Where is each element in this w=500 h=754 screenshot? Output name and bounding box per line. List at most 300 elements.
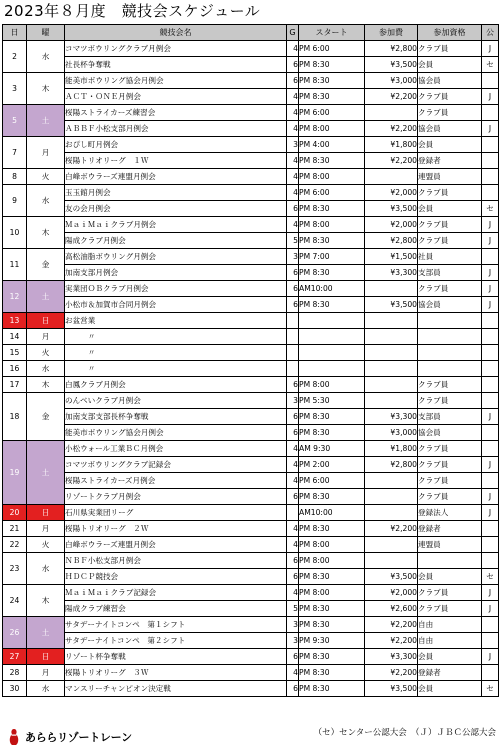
fee-cell: ¥2,200	[365, 665, 418, 681]
event-name-cell: リゾート杯争奪戦	[65, 649, 287, 665]
day-cell: 11	[3, 249, 27, 281]
fee-cell	[365, 169, 418, 185]
header-day: 日	[3, 25, 27, 41]
start-time-cell: PM 8:30	[299, 489, 365, 505]
weekday-cell: 日	[27, 313, 65, 329]
table-row	[3, 105, 499, 121]
event-name-cell: ＨＤＣＰ競技会	[65, 569, 287, 585]
fee-cell: ¥1,800	[365, 137, 418, 153]
footer-note: （セ）センター公認大会 （Ｊ）ＪＢＣ公認大会	[313, 728, 496, 738]
weekday-cell: 月	[27, 521, 65, 537]
games-cell: 6	[287, 409, 299, 425]
games-cell: 4	[287, 585, 299, 601]
qualification-cell: 会員	[418, 649, 482, 665]
official-cell	[482, 425, 499, 441]
qualification-cell: クラブ員	[418, 89, 482, 105]
weekday-cell: 金	[27, 249, 65, 281]
event-name-cell: 〃	[65, 329, 287, 345]
start-time-cell: PM 8:00	[299, 217, 365, 233]
day-cell: 13	[3, 313, 27, 329]
qualification-cell: クラブ員	[418, 105, 482, 121]
day-cell: 21	[3, 521, 27, 537]
games-cell: 4	[287, 41, 299, 57]
official-cell	[482, 361, 499, 377]
table-row	[3, 185, 499, 201]
event-name-cell: 石川県実業団リーグ	[65, 505, 287, 521]
qualification-cell	[418, 313, 482, 329]
qualification-cell: 会員	[418, 57, 482, 73]
start-time-cell: PM 8:30	[299, 153, 365, 169]
weekday-cell: 水	[27, 185, 65, 217]
event-name-cell: 〃	[65, 345, 287, 361]
fee-cell: ¥2,800	[365, 233, 418, 249]
fee-cell: ¥2,800	[365, 41, 418, 57]
start-time-cell: AM10:00	[299, 505, 365, 521]
day-cell: 15	[3, 345, 27, 361]
official-cell: J	[482, 265, 499, 281]
start-time-cell: PM 8:00	[299, 537, 365, 553]
table-row	[3, 121, 499, 137]
games-cell: 4	[287, 473, 299, 489]
header-dow: 曜	[27, 25, 65, 41]
weekday-cell: 土	[27, 441, 65, 505]
qualification-cell: 社員	[418, 249, 482, 265]
qualification-cell: 会員	[418, 201, 482, 217]
official-cell	[482, 105, 499, 121]
table-row	[3, 169, 499, 185]
qualification-cell: クラブ員	[418, 41, 482, 57]
official-cell: J	[482, 457, 499, 473]
start-time-cell: PM 2:00	[299, 457, 365, 473]
qualification-cell: 連盟員	[418, 169, 482, 185]
event-name-cell: 白峰ボウラーズ連盟月例会	[65, 537, 287, 553]
start-time-cell: PM 8:30	[299, 73, 365, 89]
fee-cell: ¥3,500	[365, 681, 418, 697]
day-cell: 7	[3, 137, 27, 169]
event-name-cell: ＮＢＦ小松支部月例会	[65, 553, 287, 569]
event-name-cell: 〃	[65, 361, 287, 377]
fee-cell	[365, 505, 418, 521]
event-name-cell: 桜陽ストライカーズ練習会	[65, 105, 287, 121]
table-row	[3, 297, 499, 313]
official-cell	[482, 345, 499, 361]
games-cell: 6	[287, 265, 299, 281]
event-name-cell: 桜陽トリオリーグ ２Ｗ	[65, 521, 287, 537]
weekday-cell: 日	[27, 649, 65, 665]
official-cell	[482, 185, 499, 201]
fee-cell: ¥3,500	[365, 297, 418, 313]
official-cell	[482, 521, 499, 537]
games-cell: 3	[287, 137, 299, 153]
fee-cell: ¥2,800	[365, 457, 418, 473]
table-row	[3, 89, 499, 105]
qualification-cell: クラブ員	[418, 489, 482, 505]
qualification-cell: クラブ員	[418, 441, 482, 457]
fee-cell	[365, 361, 418, 377]
weekday-cell: 火	[27, 169, 65, 185]
day-cell: 19	[3, 441, 27, 505]
games-cell: 6	[287, 649, 299, 665]
qualification-cell: 登録法人	[418, 505, 482, 521]
qualification-cell: 協会員	[418, 73, 482, 89]
fee-cell	[365, 553, 418, 569]
event-name-cell: お盆営業	[65, 313, 287, 329]
event-name-cell: 陽成クラブ月例会	[65, 233, 287, 249]
games-cell: 6	[287, 681, 299, 697]
start-time-cell: PM 9:30	[299, 633, 365, 649]
event-name-cell: ＭａｉＭａｉクラブ記録会	[65, 585, 287, 601]
games-cell: 6	[287, 297, 299, 313]
weekday-cell: 月	[27, 665, 65, 681]
qualification-cell: 会員	[418, 137, 482, 153]
day-cell: 24	[3, 585, 27, 617]
start-time-cell: PM 8:30	[299, 201, 365, 217]
games-cell	[287, 505, 299, 521]
fee-cell: ¥2,600	[365, 601, 418, 617]
weekday-cell: 火	[27, 345, 65, 361]
qualification-cell: 連盟員	[418, 537, 482, 553]
header-row	[3, 25, 499, 41]
table-row	[3, 361, 499, 377]
fee-cell	[365, 393, 418, 409]
games-cell: 6	[287, 425, 299, 441]
table-row	[3, 201, 499, 217]
fee-cell: ¥3,300	[365, 265, 418, 281]
games-cell	[287, 313, 299, 329]
start-time-cell: PM 5:30	[299, 393, 365, 409]
qualification-cell: 支部員	[418, 409, 482, 425]
event-name-cell: マンスリーチャンピオン決定戦	[65, 681, 287, 697]
schedule-table	[2, 24, 499, 697]
table-row	[3, 345, 499, 361]
day-cell: 14	[3, 329, 27, 345]
day-cell: 26	[3, 617, 27, 649]
qualification-cell: 支部員	[418, 265, 482, 281]
weekday-cell: 木	[27, 217, 65, 249]
qualification-cell: クラブ員	[418, 601, 482, 617]
games-cell: 6	[287, 57, 299, 73]
fee-cell	[365, 329, 418, 345]
games-cell: 6	[287, 281, 299, 297]
header-official: 公	[482, 25, 499, 41]
day-cell: 8	[3, 169, 27, 185]
table-row	[3, 505, 499, 521]
table-row	[3, 649, 499, 665]
qualification-cell: クラブ員	[418, 393, 482, 409]
event-name-cell: サタデーナイトコンペ 第２シフト	[65, 633, 287, 649]
qualification-cell: 登録者	[418, 521, 482, 537]
fee-cell: ¥2,200	[365, 617, 418, 633]
official-cell: J	[482, 585, 499, 601]
fee-cell: ¥3,000	[365, 425, 418, 441]
games-cell: 3	[287, 393, 299, 409]
start-time-cell: PM 8:30	[299, 681, 365, 697]
table-row	[3, 457, 499, 473]
fee-cell: ¥3,500	[365, 569, 418, 585]
games-cell: 6	[287, 201, 299, 217]
table-row	[3, 409, 499, 425]
qualification-cell: 会員	[418, 569, 482, 585]
fee-cell	[365, 537, 418, 553]
table-row	[3, 521, 499, 537]
weekday-cell: 木	[27, 585, 65, 617]
official-cell: J	[482, 41, 499, 57]
games-cell	[287, 361, 299, 377]
qualification-cell: 協会員	[418, 121, 482, 137]
start-time-cell: PM 8:00	[299, 553, 365, 569]
games-cell: 3	[287, 249, 299, 265]
qualification-cell: クラブ員	[418, 377, 482, 393]
official-cell: J	[482, 505, 499, 521]
qualification-cell: 協会員	[418, 297, 482, 313]
games-cell: 5	[287, 233, 299, 249]
start-time-cell: PM 8:00	[299, 121, 365, 137]
games-cell: 4	[287, 121, 299, 137]
games-cell: 4	[287, 441, 299, 457]
official-cell	[482, 249, 499, 265]
event-name-cell: 小松ウォール工業ＢＣ月例会	[65, 441, 287, 457]
start-time-cell: PM 6:00	[299, 473, 365, 489]
weekday-cell: 水	[27, 41, 65, 73]
official-cell: J	[482, 649, 499, 665]
games-cell: 4	[287, 153, 299, 169]
fee-cell: ¥2,200	[365, 89, 418, 105]
event-name-cell: 桜陽トリオリーグ ３Ｗ	[65, 665, 287, 681]
fee-cell	[365, 473, 418, 489]
games-cell: 4	[287, 105, 299, 121]
fee-cell: ¥2,200	[365, 121, 418, 137]
table-row	[3, 489, 499, 505]
event-name-cell: サタデーナイトコンペ 第１シフト	[65, 617, 287, 633]
bowling-pin-icon	[6, 728, 22, 746]
table-row	[3, 217, 499, 233]
games-cell: 4	[287, 665, 299, 681]
event-name-cell: 社長杯争奪戦	[65, 57, 287, 73]
day-cell: 12	[3, 281, 27, 313]
table-row	[3, 537, 499, 553]
fee-cell	[365, 489, 418, 505]
start-time-cell: PM 8:30	[299, 265, 365, 281]
event-name-cell: 白峰ボウラーズ連盟月例会	[65, 169, 287, 185]
qualification-cell: 登録者	[418, 665, 482, 681]
day-cell: 28	[3, 665, 27, 681]
weekday-cell: 水	[27, 553, 65, 585]
games-cell: 3	[287, 617, 299, 633]
fee-cell: ¥2,000	[365, 217, 418, 233]
table-row	[3, 41, 499, 57]
weekday-cell: 水	[27, 361, 65, 377]
logo	[6, 728, 132, 746]
start-time-cell: PM 8:30	[299, 409, 365, 425]
official-cell	[482, 617, 499, 633]
official-cell: セ	[482, 57, 499, 73]
fee-cell: ¥3,500	[365, 57, 418, 73]
day-cell: 3	[3, 73, 27, 105]
start-time-cell	[299, 329, 365, 345]
start-time-cell: PM 6:00	[299, 41, 365, 57]
table-row	[3, 281, 499, 297]
event-name-cell: おぴし町月例会	[65, 137, 287, 153]
day-cell: 23	[3, 553, 27, 585]
weekday-cell: 木	[27, 377, 65, 393]
official-cell: J	[482, 601, 499, 617]
qualification-cell: クラブ員	[418, 457, 482, 473]
table-row	[3, 233, 499, 249]
official-cell: セ	[482, 569, 499, 585]
games-cell	[287, 329, 299, 345]
games-cell: 4	[287, 89, 299, 105]
games-cell: 4	[287, 457, 299, 473]
table-row	[3, 553, 499, 569]
fee-cell	[365, 345, 418, 361]
games-cell: 4	[287, 169, 299, 185]
fee-cell: ¥2,200	[365, 633, 418, 649]
qualification-cell	[418, 361, 482, 377]
games-cell: 3	[287, 633, 299, 649]
table-row	[3, 329, 499, 345]
official-cell	[482, 537, 499, 553]
qualification-cell: 登録者	[418, 153, 482, 169]
official-cell	[482, 137, 499, 153]
table-row	[3, 617, 499, 633]
event-name-cell: 玉玉館月例会	[65, 185, 287, 201]
event-name-cell: 能美市ボウリング協会月例会	[65, 425, 287, 441]
qualification-cell: クラブ員	[418, 585, 482, 601]
fee-cell: ¥1,500	[365, 249, 418, 265]
table-row	[3, 393, 499, 409]
games-cell: 6	[287, 489, 299, 505]
official-cell: J	[482, 281, 499, 297]
official-cell: J	[482, 297, 499, 313]
start-time-cell: PM 8:30	[299, 57, 365, 73]
event-name-cell: 加南支部月例会	[65, 265, 287, 281]
day-cell: 20	[3, 505, 27, 521]
day-cell: 5	[3, 105, 27, 137]
day-cell: 10	[3, 217, 27, 249]
official-cell	[482, 633, 499, 649]
start-time-cell: PM 6:00	[299, 185, 365, 201]
fee-cell	[365, 313, 418, 329]
official-cell	[482, 377, 499, 393]
event-name-cell: のんべいクラブ月例会	[65, 393, 287, 409]
official-cell: セ	[482, 681, 499, 697]
games-cell: 6	[287, 377, 299, 393]
fee-cell: ¥2,200	[365, 521, 418, 537]
official-cell	[482, 169, 499, 185]
start-time-cell: PM 8:00	[299, 169, 365, 185]
header-fee: 参加費	[365, 25, 418, 41]
header-event: 競技会名	[65, 25, 287, 41]
table-row	[3, 73, 499, 89]
start-time-cell: PM 8:00	[299, 377, 365, 393]
day-cell: 27	[3, 649, 27, 665]
table-row	[3, 265, 499, 281]
day-cell: 18	[3, 393, 27, 441]
weekday-cell: 月	[27, 329, 65, 345]
start-time-cell: PM 8:30	[299, 569, 365, 585]
qualification-cell: クラブ員	[418, 281, 482, 297]
official-cell	[482, 393, 499, 409]
qualification-cell: 協会員	[418, 425, 482, 441]
official-cell	[482, 553, 499, 569]
table-row	[3, 377, 499, 393]
table-row	[3, 153, 499, 169]
table-row	[3, 425, 499, 441]
games-cell	[287, 345, 299, 361]
event-name-cell: 桜陽トリオリーグ １Ｗ	[65, 153, 287, 169]
qualification-cell	[418, 345, 482, 361]
games-cell: 6	[287, 73, 299, 89]
qualification-cell: 自由	[418, 633, 482, 649]
header-start: スタート	[299, 25, 365, 41]
start-time-cell	[299, 313, 365, 329]
header-qualification: 参加資格	[418, 25, 482, 41]
games-cell: 4	[287, 537, 299, 553]
start-time-cell	[299, 345, 365, 361]
qualification-cell: クラブ員	[418, 185, 482, 201]
table-row	[3, 601, 499, 617]
weekday-cell: 土	[27, 105, 65, 137]
day-cell: 16	[3, 361, 27, 377]
day-cell: 22	[3, 537, 27, 553]
start-time-cell: PM 8:30	[299, 617, 365, 633]
official-cell: J	[482, 121, 499, 137]
table-row	[3, 569, 499, 585]
fee-cell: ¥2,000	[365, 585, 418, 601]
start-time-cell: PM 8:30	[299, 297, 365, 313]
event-name-cell: 高松油脂ボウリング月例会	[65, 249, 287, 265]
fee-cell: ¥2,200	[365, 153, 418, 169]
event-name-cell: 陽成クラブ練習会	[65, 601, 287, 617]
event-name-cell: コマツボウリングクラブ月例会	[65, 41, 287, 57]
official-cell	[482, 665, 499, 681]
fee-cell: ¥1,800	[365, 441, 418, 457]
qualification-cell: クラブ員	[418, 217, 482, 233]
day-cell: 2	[3, 41, 27, 73]
official-cell	[482, 473, 499, 489]
weekday-cell: 火	[27, 537, 65, 553]
start-time-cell: PM 8:30	[299, 601, 365, 617]
official-cell	[482, 313, 499, 329]
fee-cell	[365, 281, 418, 297]
start-time-cell: PM 8:30	[299, 425, 365, 441]
start-time-cell: PM 8:30	[299, 665, 365, 681]
official-cell: J	[482, 89, 499, 105]
table-row	[3, 585, 499, 601]
table-row	[3, 681, 499, 697]
event-name-cell: 白鳳クラブ月例会	[65, 377, 287, 393]
table-row	[3, 441, 499, 457]
fee-cell	[365, 105, 418, 121]
official-cell	[482, 329, 499, 345]
qualification-cell: 自由	[418, 617, 482, 633]
day-cell: 30	[3, 681, 27, 697]
table-row	[3, 137, 499, 153]
weekday-cell: 月	[27, 137, 65, 169]
official-cell	[482, 441, 499, 457]
event-name-cell: リゾートクラブ月例会	[65, 489, 287, 505]
schedule-body	[3, 41, 499, 697]
official-cell: セ	[482, 201, 499, 217]
logo-text: あららリゾートレーン	[25, 731, 132, 744]
official-cell: J	[482, 217, 499, 233]
event-name-cell: コマツボウリングクラブ記録会	[65, 457, 287, 473]
fee-cell: ¥3,300	[365, 649, 418, 665]
start-time-cell: PM 8:30	[299, 89, 365, 105]
fee-cell: ¥2,000	[365, 185, 418, 201]
fee-cell: ¥3,500	[365, 201, 418, 217]
table-row	[3, 473, 499, 489]
